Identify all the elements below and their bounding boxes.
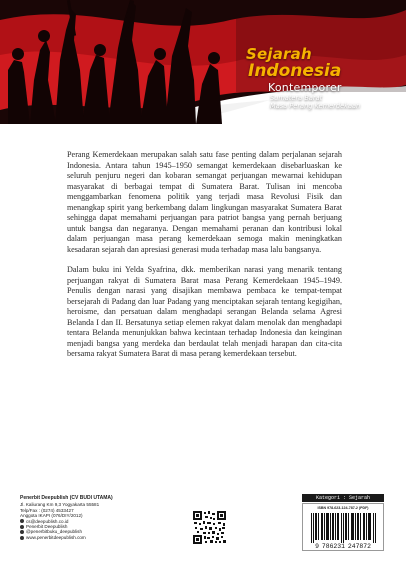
publisher-address: Jl. Kaliurang Km 9,3 Yogyakarta 55581: [20, 502, 100, 508]
publisher-phone: Telp/Fax : (0274) 4533427: [20, 507, 74, 513]
contact-facebook-text: Penerbit Deepublish: [26, 524, 68, 530]
back-cover-blurb: [67, 150, 342, 370]
subtitle-line-2: Masa Perang Kemerdekaan: [270, 102, 361, 110]
publisher-member: Anggota IKAPI (076/DIY/2012): [20, 513, 83, 519]
category-label: Kategori : Sejarah: [302, 494, 384, 502]
instagram-icon: [20, 530, 24, 534]
barcode-digit-group-2: 247872: [347, 543, 371, 550]
blurb-paragraph-1: Perang Kemerdekaan merupakan salah satu fase penting dalam perjalanan sejarah Indonesia. Antara tahun 1945–1950 semangat kemerdekaan disebarluaskan ke seluruh penjuru negeri dan kobaran semangat perjuangan mewarnai kehidupan masyarakat di berbagai tempat di Sumatera Barat. Tulisan ini mencoba menggambarkan fenomena politik yang terjadi masa Revolusi Fisik dan menangkap spirit yang berkembang dalam lingkungan masyarakat Sumatera Barat sehingga dapat memahami perjuangan para patriot bangsa yang pernah berjuang untuk bangsa dan negaranya. Dengan memahami peranan dan kontribusi lokal dalam perjuangan masa perang kemerdekaan semoga makin meningkatkan kesadaran sejarah dan apresiasi generasi muda terhadap masa lalu bangsanya.: [67, 150, 342, 254]
subtitle-line-1: Sumatera Barat: [270, 94, 323, 102]
contact-instagram-text: @penerbitbuku_deepublish: [26, 529, 83, 535]
contact-website[interactable]: [20, 535, 180, 540]
barcode-box: [302, 503, 384, 551]
contact-email-text: cs@deepublish.co.id: [26, 518, 69, 524]
cover-banner: [0, 0, 406, 124]
contact-website-text: www.penerbitdeepublish.com: [26, 534, 86, 540]
qr-code[interactable]: [193, 511, 226, 544]
title-line-sejarah: Sejarah: [246, 45, 312, 63]
blurb-paragraph-2: Dalam buku ini Yelda Syafrina, dkk. memberikan narasi yang menarik tentang perjuangan rakyat di Sumatera Barat masa Perang Kemerdekaan 1945–1949. Penulis dengan narasi yang disajikan membawa pembaca ke tempat-tempat bersejarah di Padang dan luar Padang yang menciptakan sejarah tentang kegigihan, heroisme, dan persatuan dalam menghadapi serangan Belanda selama Agresi Belanda I dan II. Bersatunya setiap elemen rakyat dalam menolak dan menghadapi tentara Belanda menunjukkan bahwa kecintaan terhadap Indonesia dan keinginan menjadi bangsa yang merdeka dan berdaulat telah menjadi harapan dan cita-cita bersama rakyat Sumatera Barat di masa perang kemerdekaan tersebut.: [67, 265, 342, 358]
publisher-name: Penerbit Deepublish (CV BUDI UTAMA): [20, 495, 113, 501]
isbn-text: ISBN 978-623-124-787-2 (PDF): [317, 506, 369, 510]
barcode-digit-first: 9: [315, 543, 319, 550]
title-line-kontemporer: Kontemporer: [268, 81, 342, 94]
facebook-icon: [20, 525, 24, 529]
barcode-bars: [311, 513, 377, 543]
barcode-digit-group-1: 786231: [321, 543, 345, 550]
book-title-block: [246, 46, 402, 110]
barcode-digits: [303, 543, 383, 550]
mail-icon: [20, 519, 24, 523]
title-line-indonesia: Indonesia: [248, 61, 342, 81]
publisher-info: [20, 496, 180, 540]
globe-icon: [20, 536, 24, 540]
